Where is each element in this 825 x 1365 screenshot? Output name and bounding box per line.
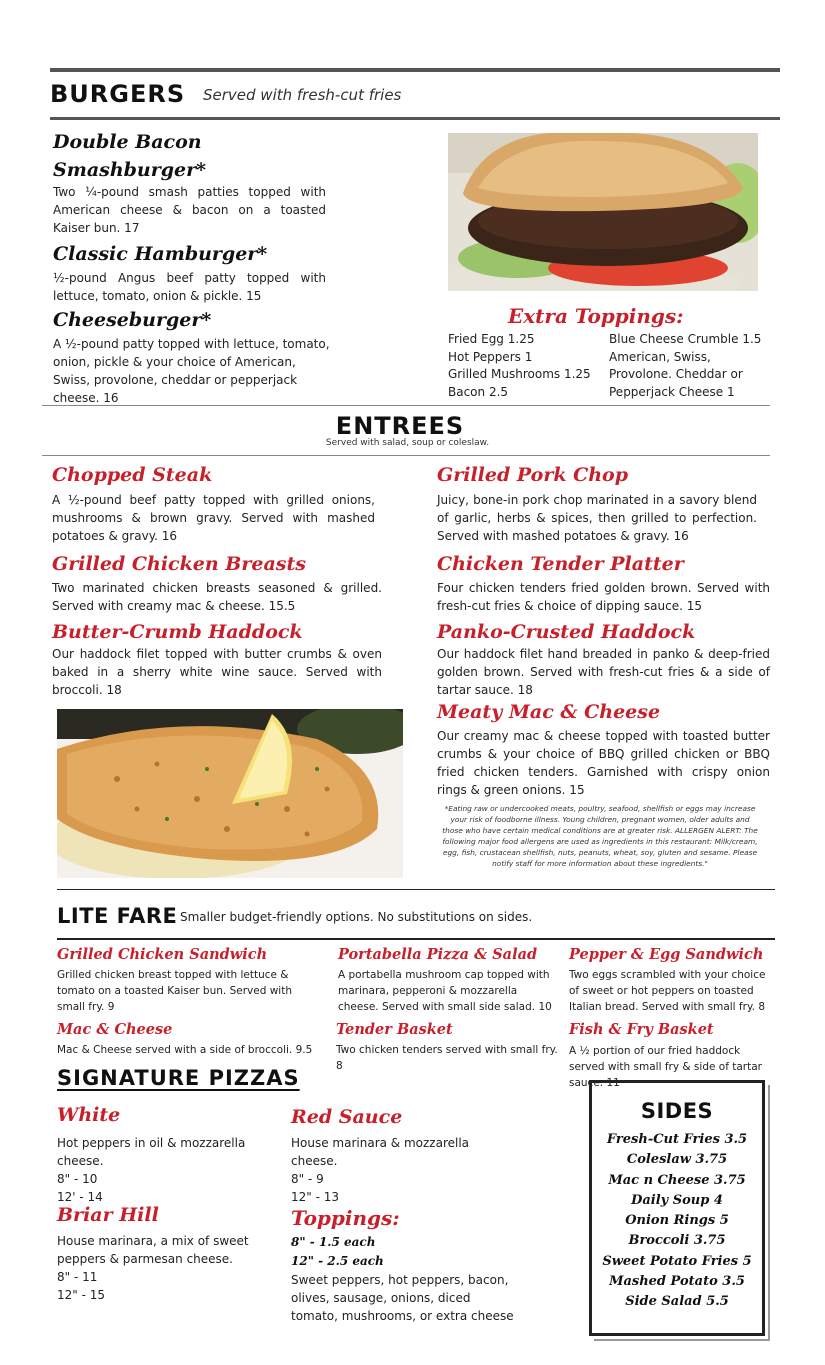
pizza-briar-desc: House marinara, a mix of sweet peppers & parmesan cheese. <box>57 1234 249 1266</box>
burger-name-classic: Classic Hamburger* <box>53 243 268 265</box>
lite-fare-bottom-rule <box>57 938 775 940</box>
entrees-title: ENTREES <box>335 412 465 440</box>
side-item: Daily Soup 4 <box>631 1192 723 1208</box>
burger-name-line1: Double Bacon <box>53 131 202 153</box>
burger-photo <box>448 133 758 291</box>
entree-name-panko-haddock: Panko-Crusted Haddock <box>437 621 696 643</box>
entree-name-pork-chop: Grilled Pork Chop <box>437 464 629 486</box>
burger-desc-cheeseburger: A ½-pound patty topped with lettuce, tomato, onion, pickle & your choice of American, Swiss, provolone, cheddar or pepperjack cheese. 16 <box>53 337 330 405</box>
lite-name-tender-basket: Tender Basket <box>336 1021 453 1038</box>
lite-desc-mac-cheese: Mac & Cheese served with a side of broccoli. 9.5 <box>57 1044 313 1056</box>
pizza-name-briar-hill: Briar Hill <box>57 1204 159 1226</box>
burger-name-double-bacon <box>53 128 206 184</box>
entree-desc-chicken-tender: Four chicken tenders fried golden brown. Served with fresh-cut fries & choice of dipping sauce. 15 <box>437 581 770 613</box>
lite-fare-subtitle: Smaller budget-friendly options. No substitutions on sides. <box>180 910 533 924</box>
entree-name-chicken-tender: Chicken Tender Platter <box>437 553 684 575</box>
entree-desc-chopped-steak: A ½-pound beef patty topped with grilled onions, mushrooms & brown gravy. Served with mashed potatoes & gravy. 16 <box>52 493 375 543</box>
entree-name-chopped-steak: Chopped Steak <box>52 464 213 486</box>
entrees-bottom-rule <box>42 455 770 456</box>
topping-item: Fried Egg 1.25 <box>448 332 535 346</box>
topping-item: Blue Cheese Crumble 1.5 <box>609 332 762 346</box>
extra-toppings-left <box>448 331 591 401</box>
burgers-bottom-rule <box>50 117 780 120</box>
sides-box <box>589 1080 765 1336</box>
haddock-photo-art <box>57 709 403 878</box>
topping-item: Hot Peppers 1 <box>448 349 533 364</box>
topping-item: Grilled Mushrooms 1.25 <box>448 367 591 381</box>
burger-desc-double-bacon: Two ¼-pound smash patties topped with American cheese & bacon on a toasted Kaiser bun. 17 <box>53 185 326 235</box>
pizza-white-size1: 8" - 10 <box>57 1172 98 1186</box>
lite-fare-title: LITE FARE <box>57 904 178 928</box>
entrees-subtitle: Served with salad, soup or coleslaw. <box>325 438 490 448</box>
burger-name-line2: Smashburger* <box>53 159 207 181</box>
burgers-top-rule <box>50 68 780 72</box>
side-item: Coleslaw 3.75 <box>626 1152 728 1168</box>
entree-desc-panko-haddock: Our haddock filet hand breaded in panko & deep-fried golden brown. Served with fresh-cut fries & a side of tartar sauce. 18 <box>437 647 770 697</box>
burger-photo-art <box>448 133 758 291</box>
topping-item: Pepperjack Cheese 1 <box>609 384 735 399</box>
pizza-white-desc: Hot peppers in oil & mozzarella cheese. <box>57 1136 246 1168</box>
burgers-title: BURGERS <box>50 80 186 108</box>
lite-name-fish-fry: Fish & Fry Basket <box>569 1021 714 1038</box>
pizza-briar-block <box>57 1232 257 1304</box>
lite-name-pepper-egg: Pepper & Egg Sandwich <box>569 946 764 963</box>
extra-toppings-title: Extra Toppings: <box>508 304 684 328</box>
side-item: Mashed Potato 3.5 <box>609 1274 745 1290</box>
lite-name-mac-cheese: Mac & Cheese <box>57 1021 173 1038</box>
lite-desc-fish-fry: A ½ portion of our fried haddock served with small fry & side of tartar sauce. 11 <box>569 1045 762 1089</box>
pizza-red-size2: 12" - 13 <box>291 1190 340 1204</box>
sides-title: SIDES <box>640 1099 714 1123</box>
lite-desc-portabella: A portabella mushroom cap topped with marinara, pepperoni & mozzarella cheese. Served with small side salad. 10 <box>338 969 552 1013</box>
pizza-red-desc: House marinara & mozzarella cheese. <box>291 1136 470 1168</box>
burger-name-cheeseburger: Cheeseburger* <box>53 309 212 331</box>
pizza-toppings-desc: Sweet peppers, hot peppers, bacon, olives, sausage, onions, diced tomato, mushrooms, or extra cheese <box>291 1273 514 1323</box>
pizza-toppings-title: Toppings: <box>291 1206 400 1230</box>
lite-desc-tender-basket: Two chicken tenders served with small fry. 8 <box>336 1044 558 1072</box>
topping-item: Provolone. Cheddar or <box>609 367 743 381</box>
pizza-name-white: White <box>57 1104 121 1126</box>
entree-desc-grilled-chicken: Two marinated chicken breasts seasoned & grilled. Served with creamy mac & cheese. 15.5 <box>52 581 382 613</box>
pizzas-title: SIGNATURE PIZZAS <box>57 1066 300 1090</box>
entree-name-meaty-mac: Meaty Mac & Cheese <box>437 701 661 723</box>
lite-desc-chicken-sandwich: Grilled chicken breast topped with lettuce & tomato on a toasted Kaiser bun. Served with small fry. 9 <box>57 969 292 1013</box>
pizza-toppings-price2: 12" - 2.5 each <box>291 1254 384 1268</box>
side-item: Side Salad 5.5 <box>625 1294 729 1310</box>
entree-desc-butter-crumb: Our haddock filet topped with butter crumbs & oven baked in a sherry white wine sauce. Served with broccoli. 18 <box>52 647 382 697</box>
entree-desc-pork-chop: Juicy, bone-in pork chop marinated in a savory blend of garlic, herbs & spices, then grilled to perfection. Served with mashed potatoes & gravy. 16 <box>437 493 757 543</box>
side-item: Mac n Cheese 3.75 <box>608 1172 746 1188</box>
pizza-name-red-sauce: Red Sauce <box>291 1106 403 1128</box>
pizza-toppings-prices <box>291 1233 384 1271</box>
lite-fare-top-rule <box>57 889 775 890</box>
sides-list <box>592 1130 762 1313</box>
lite-name-chicken-sandwich: Grilled Chicken Sandwich <box>57 946 268 963</box>
allergen-disclaimer: *Eating raw or undercooked meats, poultry, seafood, shellfish or eggs may increase your risk of foodborne illness. Young children, pregnant women, older adults and those who have certain medical conditions are at greater risk. ALLERGEN ALERT: The following major food allergens are used as ingredients in this restaurant: Milk/cream, egg, fish, crustacean shellfish, nuts, peanuts, wheat, soy, gluten and sesame. Please notify staff for more information about these ingredients." <box>442 804 758 868</box>
pizza-white-block <box>57 1134 257 1206</box>
haddock-photo <box>57 709 403 878</box>
extra-toppings-right <box>609 331 761 401</box>
side-item: Broccoli 3.75 <box>628 1233 726 1249</box>
topping-item: American, Swiss, <box>609 349 711 364</box>
lite-name-portabella: Portabella Pizza & Salad <box>338 946 538 963</box>
entree-desc-meaty-mac: Our creamy mac & cheese topped with toasted butter crumbs & your choice of BBQ grilled chicken or BBQ fried chicken tenders. Garnished with crispy onion rings & green onions. 15 <box>437 729 770 797</box>
pizza-white-size2: 12' - 14 <box>57 1190 103 1204</box>
entrees-top-rule <box>42 405 770 406</box>
burger-desc-classic: ½-pound Angus beef patty topped with lettuce, tomato, onion & pickle. 15 <box>53 271 326 303</box>
pizza-briar-size2: 12" - 15 <box>57 1288 106 1302</box>
side-item: Onion Rings 5 <box>625 1213 729 1229</box>
lite-desc-pepper-egg: Two eggs scrambled with your choice of sweet or hot peppers on toasted Italian bread. Served with small fry. 8 <box>569 969 766 1013</box>
entree-name-grilled-chicken: Grilled Chicken Breasts <box>52 553 306 575</box>
side-item: Fresh-Cut Fries 3.5 <box>606 1132 748 1147</box>
pizza-briar-size1: 8" - 11 <box>57 1270 98 1284</box>
entree-name-butter-crumb: Butter-Crumb Haddock <box>52 621 303 643</box>
pizza-red-block <box>291 1134 476 1206</box>
pizza-red-size1: 8" - 9 <box>291 1172 324 1186</box>
topping-item: Bacon 2.5 <box>448 384 509 399</box>
side-item: Sweet Potato Fries 5 <box>602 1253 752 1269</box>
burgers-subtitle: Served with fresh-cut fries <box>203 86 402 104</box>
pizza-toppings-price1: 8" - 1.5 each <box>291 1235 376 1249</box>
